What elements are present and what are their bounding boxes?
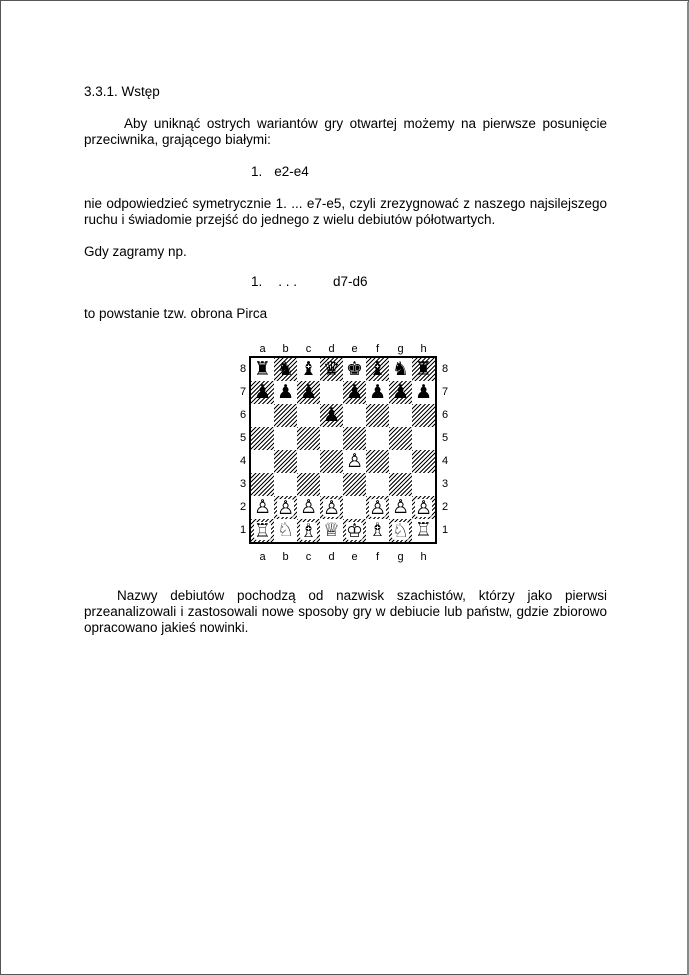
square-h5	[412, 427, 435, 450]
chess-piece: ♟	[345, 381, 364, 403]
rank-label-1: 1	[441, 524, 449, 536]
square-c6	[297, 404, 320, 427]
square-h4	[412, 450, 435, 473]
square-c4	[297, 450, 320, 473]
square-d6	[320, 404, 343, 427]
square-f3	[366, 473, 389, 496]
file-label-c: c	[305, 551, 312, 563]
square-b8	[274, 358, 297, 381]
square-c8	[297, 358, 320, 381]
paragraph-example: Gdy zagramy np.	[84, 244, 187, 259]
square-a8	[251, 358, 274, 381]
square-c2	[297, 496, 320, 519]
chess-piece: ♞	[391, 358, 410, 380]
rank-label-5: 5	[239, 432, 247, 444]
file-label-d: d	[328, 343, 335, 355]
chess-piece: ♙	[253, 496, 272, 518]
chess-piece: ♝	[368, 358, 387, 380]
square-g5	[389, 427, 412, 450]
rank-label-7: 7	[239, 386, 247, 398]
rank-labels-left	[236, 358, 250, 542]
square-b5	[274, 427, 297, 450]
square-f2	[366, 496, 389, 519]
chess-piece: ♙	[414, 496, 433, 519]
square-b3	[274, 473, 297, 496]
file-label-e: e	[351, 551, 358, 563]
square-a3	[251, 473, 274, 496]
square-g1	[389, 519, 412, 542]
chess-piece: ♕	[322, 519, 341, 541]
chess-piece: ♛	[322, 358, 341, 380]
rank-label-2: 2	[441, 501, 449, 513]
chess-piece: ♟	[391, 381, 410, 403]
chess-piece: ♘	[391, 519, 410, 542]
square-d1	[320, 519, 343, 542]
file-label-f: f	[375, 343, 380, 355]
rank-label-3: 3	[239, 478, 247, 490]
square-f4	[366, 450, 389, 473]
chess-piece: ♖	[414, 519, 433, 541]
square-e3	[343, 473, 366, 496]
move-number: 1.	[251, 164, 263, 179]
file-label-f: f	[375, 551, 380, 563]
file-label-a: a	[259, 343, 266, 355]
file-label-g: g	[397, 343, 404, 355]
square-d5	[320, 427, 343, 450]
square-g6	[389, 404, 412, 427]
chess-piece: ♙	[299, 496, 318, 518]
square-h7	[412, 381, 435, 404]
chess-piece: ♟	[276, 381, 295, 403]
file-label-b: b	[282, 551, 289, 563]
square-a5	[251, 427, 274, 450]
square-c3	[297, 473, 320, 496]
square-h1	[412, 519, 435, 542]
file-label-h: h	[420, 343, 427, 355]
square-g2	[389, 496, 412, 519]
square-g4	[389, 450, 412, 473]
square-a4	[251, 450, 274, 473]
file-label-d: d	[328, 551, 335, 563]
rank-label-4: 4	[441, 455, 449, 467]
square-b2	[274, 496, 297, 519]
move-line-white	[251, 164, 309, 180]
file-labels-top	[251, 342, 435, 356]
chess-piece: ♜	[414, 358, 433, 380]
file-label-c: c	[305, 343, 312, 355]
square-a6	[251, 404, 274, 427]
chess-piece: ♙	[391, 496, 410, 518]
square-c7	[297, 381, 320, 404]
chess-piece: ♗	[368, 519, 387, 541]
file-label-a: a	[259, 551, 266, 563]
square-h8	[412, 358, 435, 381]
square-f7	[366, 381, 389, 404]
square-a1	[251, 519, 274, 542]
square-d8	[320, 358, 343, 381]
square-d7	[320, 381, 343, 404]
square-f8	[366, 358, 389, 381]
square-a2	[251, 496, 274, 519]
chess-piece: ♞	[276, 358, 295, 380]
rank-label-3: 3	[441, 478, 449, 490]
chess-piece: ♟	[299, 381, 318, 403]
square-h3	[412, 473, 435, 496]
file-labels-bottom	[251, 550, 435, 564]
move-number: 1.	[251, 274, 263, 289]
paragraph-intro: Aby uniknąć ostrych wariantów gry otwartej możemy na pierwsze posunięcie przeciwnika, grającego białymi:	[84, 116, 607, 147]
chess-board	[251, 358, 435, 542]
move-white: e2-e4	[274, 164, 309, 179]
rank-label-1: 1	[239, 524, 247, 536]
square-b7	[274, 381, 297, 404]
square-e4	[343, 450, 366, 473]
move-black: d7-d6	[333, 274, 368, 289]
square-f6	[366, 404, 389, 427]
square-d4	[320, 450, 343, 473]
move-dots: . . .	[278, 274, 298, 289]
square-c1	[297, 519, 320, 542]
square-f5	[366, 427, 389, 450]
chess-piece: ♙	[322, 496, 341, 519]
file-label-b: b	[282, 343, 289, 355]
chess-piece: ♗	[299, 519, 318, 542]
rank-label-8: 8	[441, 363, 449, 375]
square-e8	[343, 358, 366, 381]
paragraph-symmetric: nie odpowiedzieć symetrycznie 1. ... e7-e5, czyli zrezygnować z naszego najsilejszego ruchu i świadomie przejść do jednego z wielu debiutów półotwartych.	[84, 196, 607, 227]
square-e7	[343, 381, 366, 404]
chess-diagram	[233, 339, 457, 567]
section-heading: 3.3.1. Wstęp	[84, 84, 160, 99]
chess-piece: ♟	[253, 381, 272, 403]
move-line-black	[251, 274, 368, 290]
square-g3	[389, 473, 412, 496]
square-h6	[412, 404, 435, 427]
rank-labels-right	[438, 358, 452, 542]
chess-piece: ♝	[299, 358, 318, 380]
rank-label-2: 2	[239, 501, 247, 513]
square-g7	[389, 381, 412, 404]
rank-label-7: 7	[441, 386, 449, 398]
rank-label-4: 4	[239, 455, 247, 467]
file-label-h: h	[420, 551, 427, 563]
square-b1	[274, 519, 297, 542]
square-b4	[274, 450, 297, 473]
rank-label-5: 5	[441, 432, 449, 444]
chess-piece: ♖	[253, 519, 272, 542]
chess-piece: ♙	[276, 496, 295, 519]
rank-label-6: 6	[441, 409, 449, 421]
square-b6	[274, 404, 297, 427]
square-f1	[366, 519, 389, 542]
chess-piece: ♙	[368, 496, 387, 519]
chess-piece: ♔	[345, 519, 364, 542]
square-a7	[251, 381, 274, 404]
square-e5	[343, 427, 366, 450]
chess-piece: ♟	[368, 381, 387, 403]
file-label-g: g	[397, 551, 404, 563]
square-c5	[297, 427, 320, 450]
rank-label-8: 8	[239, 363, 247, 375]
chess-piece: ♙	[345, 450, 364, 472]
square-d3	[320, 473, 343, 496]
square-d2	[320, 496, 343, 519]
square-e2	[343, 496, 366, 519]
chess-piece: ♟	[322, 404, 341, 426]
chess-piece: ♟	[414, 381, 433, 403]
chess-piece: ♜	[253, 358, 272, 380]
chess-piece: ♚	[345, 358, 364, 380]
paragraph-names: Nazwy debiutów pochodzą od nazwisk szachistów, którzy jako pierwsi przeanalizowali i zastosowali nowe sposoby gry w debiucie lub państw, gdzie zbiorowo opracowano jakieś nowinki.	[84, 588, 607, 635]
square-h2	[412, 496, 435, 519]
chess-piece: ♘	[276, 519, 295, 541]
square-g8	[389, 358, 412, 381]
paragraph-pirc: to powstanie tzw. obrona Pirca	[84, 306, 268, 321]
file-label-e: e	[351, 343, 358, 355]
rank-label-6: 6	[239, 409, 247, 421]
square-e1	[343, 519, 366, 542]
square-e6	[343, 404, 366, 427]
